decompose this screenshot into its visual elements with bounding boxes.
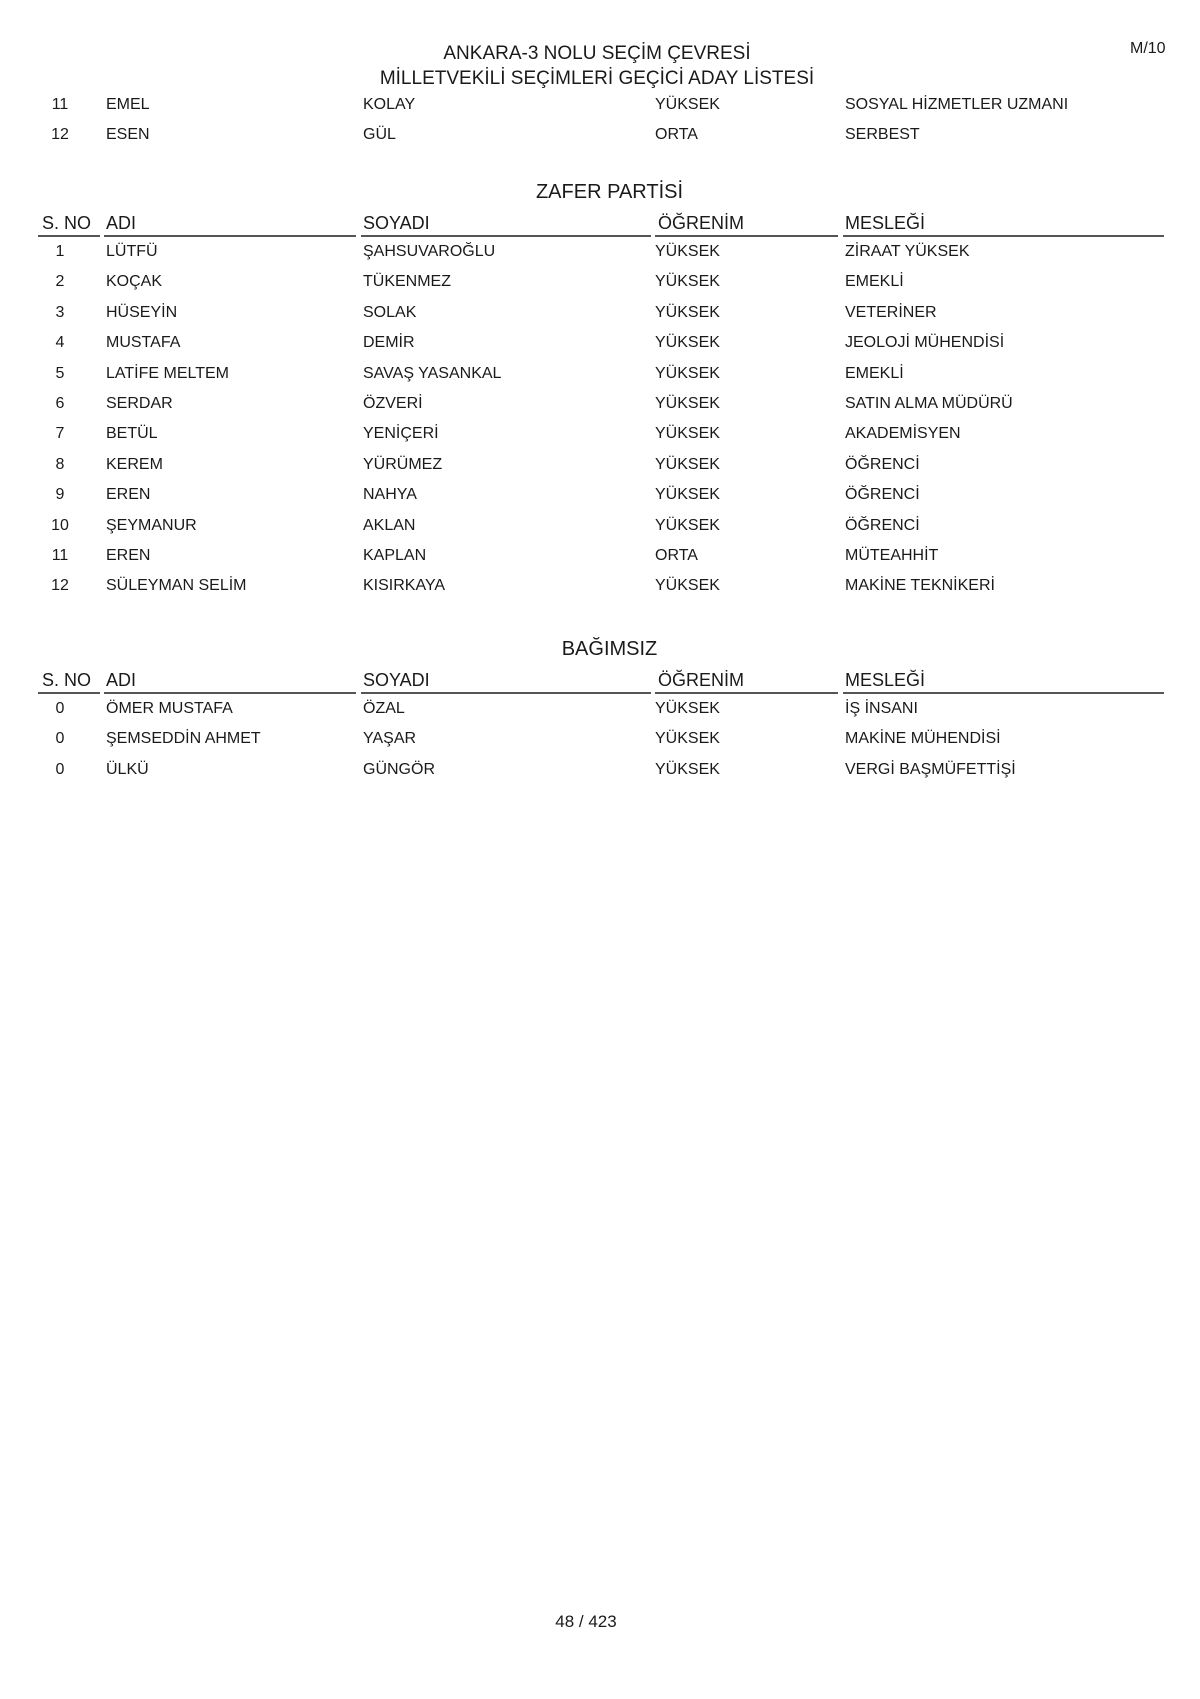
cell-ogrenim: YÜKSEK xyxy=(655,243,720,260)
cell-no: 6 xyxy=(55,394,65,412)
cell-adi: ÜLKÜ xyxy=(106,760,149,778)
cell-meslegi: İŞ İNSANI xyxy=(845,700,918,717)
header-soyadi: SOYADI xyxy=(363,670,430,690)
table-row xyxy=(38,120,1164,150)
cell-ogrenim: YÜKSEK xyxy=(655,700,720,717)
table-row xyxy=(38,755,1164,785)
table-row xyxy=(38,450,1164,480)
continued-table xyxy=(38,90,1164,151)
table-row xyxy=(38,480,1164,510)
title-line-1: ANKARA-3 NOLU SEÇİM ÇEVRESİ xyxy=(443,43,751,64)
cell-meslegi: JEOLOJİ MÜHENDİSİ xyxy=(845,334,1005,352)
cell-soyadi: ÖZAL xyxy=(363,700,405,717)
cell-adi: EREN xyxy=(106,546,151,564)
cell-meslegi: SERBEST xyxy=(845,126,920,144)
cell-adi: ÖMER MUSTAFA xyxy=(106,700,233,717)
cell-ogrenim: ORTA xyxy=(655,126,698,144)
cell-soyadi: DEMİR xyxy=(363,334,415,352)
table-row xyxy=(38,298,1164,328)
cell-no: 11 xyxy=(51,96,69,113)
cell-soyadi: ÖZVERİ xyxy=(363,394,423,412)
table-row xyxy=(38,724,1164,754)
table-row xyxy=(38,90,1164,120)
cell-soyadi: GÜL xyxy=(363,126,396,144)
cell-adi: KOÇAK xyxy=(106,273,163,291)
table-body xyxy=(38,237,1164,602)
title-line-2: MİLLETVEKİLİ SEÇİMLERİ GEÇİCİ ADAY LİSTESİ xyxy=(379,68,815,89)
cell-no: 2 xyxy=(55,273,65,291)
table-header xyxy=(38,207,1164,237)
cell-meslegi: ÖĞRENCİ xyxy=(845,516,920,534)
cell-meslegi: MÜTEAHHİT xyxy=(845,546,939,564)
cell-no: 9 xyxy=(55,486,65,504)
cell-meslegi: SOSYAL HİZMETLER UZMANI xyxy=(845,96,1069,113)
header-no: S. NO xyxy=(42,213,92,233)
cell-adi: SÜLEYMAN SELİM xyxy=(106,577,247,595)
page-title xyxy=(0,41,1200,91)
cell-adi: MUSTAFA xyxy=(106,334,181,352)
section-bagimsiz xyxy=(38,634,1164,785)
table-body xyxy=(38,694,1164,785)
header-meslegi: MESLEĞİ xyxy=(845,670,926,690)
cell-soyadi: SAVAŞ YASANKAL xyxy=(363,364,502,382)
table-row xyxy=(38,328,1164,358)
cell-soyadi: TÜKENMEZ xyxy=(363,273,451,291)
cell-no: 3 xyxy=(55,303,65,321)
cell-ogrenim: YÜKSEK xyxy=(655,425,720,443)
table-row xyxy=(38,389,1164,419)
header-ogrenim: ÖĞRENİM xyxy=(658,213,745,233)
cell-soyadi: KOLAY xyxy=(363,96,416,113)
party-title: BAĞIMSIZ xyxy=(561,638,658,660)
cell-soyadi: ŞAHSUVAROĞLU xyxy=(363,243,496,260)
table-row xyxy=(38,541,1164,571)
cell-ogrenim: YÜKSEK xyxy=(655,730,720,748)
cell-adi: ŞEYMANUR xyxy=(106,516,197,534)
cell-ogrenim: YÜKSEK xyxy=(655,516,720,534)
cell-soyadi: YÜRÜMEZ xyxy=(363,455,443,473)
cell-meslegi: VETERİNER xyxy=(845,303,937,321)
cell-ogrenim: YÜKSEK xyxy=(655,364,720,382)
cell-no: 1 xyxy=(55,243,65,260)
cell-adi: ŞEMSEDDİN AHMET xyxy=(106,730,261,748)
cell-soyadi: YAŞAR xyxy=(363,730,417,748)
cell-soyadi: AKLAN xyxy=(363,516,416,534)
cell-ogrenim: YÜKSEK xyxy=(655,96,720,113)
page-code: M/10 xyxy=(1130,40,1166,57)
cell-soyadi: YENİÇERİ xyxy=(363,425,439,443)
cell-no: 5 xyxy=(55,364,65,382)
cell-meslegi: ÖĞRENCİ xyxy=(845,486,920,504)
cell-no: 0 xyxy=(55,730,65,748)
header-soyadi: SOYADI xyxy=(363,213,430,233)
cell-meslegi: EMEKLİ xyxy=(845,273,904,291)
cell-no: 0 xyxy=(55,700,65,717)
table-row xyxy=(38,694,1164,724)
cell-meslegi: MAKİNE TEKNİKERİ xyxy=(845,577,995,595)
cell-meslegi: ÖĞRENCİ xyxy=(845,455,920,473)
table-row xyxy=(38,419,1164,449)
cell-no: 7 xyxy=(55,425,65,443)
cell-meslegi: EMEKLİ xyxy=(845,364,904,382)
header-adi: ADI xyxy=(106,213,137,233)
cell-ogrenim: YÜKSEK xyxy=(655,760,720,778)
cell-ogrenim: YÜKSEK xyxy=(655,303,720,321)
cell-no: 11 xyxy=(51,546,69,564)
cell-adi: BETÜL xyxy=(106,425,158,443)
cell-adi: LATİFE MELTEM xyxy=(106,364,229,382)
table-row xyxy=(38,237,1164,267)
header-ogrenim: ÖĞRENİM xyxy=(658,670,745,690)
cell-adi: EMEL xyxy=(106,96,150,113)
cell-soyadi: GÜNGÖR xyxy=(363,760,435,778)
cell-adi: KEREM xyxy=(106,455,163,473)
cell-adi: HÜSEYİN xyxy=(106,303,178,321)
cell-no: 4 xyxy=(55,334,65,352)
cell-soyadi: KAPLAN xyxy=(363,546,427,564)
cell-ogrenim: YÜKSEK xyxy=(655,577,720,595)
cell-adi: ESEN xyxy=(106,126,150,144)
cell-soyadi: SOLAK xyxy=(363,303,417,321)
cell-meslegi: ZİRAAT YÜKSEK xyxy=(845,243,970,260)
cell-no: 0 xyxy=(55,760,65,778)
cell-adi: EREN xyxy=(106,486,151,504)
section-zafer-partisi xyxy=(38,177,1164,602)
cell-ogrenim: ORTA xyxy=(655,546,698,564)
cell-ogrenim: YÜKSEK xyxy=(655,334,720,352)
table-row xyxy=(38,571,1164,601)
cell-no: 12 xyxy=(51,577,69,595)
party-title: ZAFER PARTİSİ xyxy=(535,181,684,203)
cell-ogrenim: YÜKSEK xyxy=(655,455,720,473)
table-row xyxy=(38,267,1164,297)
table-row xyxy=(38,359,1164,389)
cell-ogrenim: YÜKSEK xyxy=(655,394,720,412)
cell-ogrenim: YÜKSEK xyxy=(655,273,720,291)
cell-no: 10 xyxy=(51,516,69,534)
cell-meslegi: AKADEMİSYEN xyxy=(845,425,961,443)
table-header xyxy=(38,664,1164,694)
cell-ogrenim: YÜKSEK xyxy=(655,486,720,504)
cell-soyadi: NAHYA xyxy=(363,486,417,504)
header-adi: ADI xyxy=(106,670,137,690)
cell-meslegi: MAKİNE MÜHENDİSİ xyxy=(845,730,1001,748)
cell-soyadi: KISIRKAYA xyxy=(363,577,446,595)
header-meslegi: MESLEĞİ xyxy=(845,213,926,233)
cell-meslegi: SATIN ALMA MÜDÜRÜ xyxy=(845,394,1013,412)
table-row xyxy=(38,511,1164,541)
header-no: S. NO xyxy=(42,670,92,690)
cell-adi: SERDAR xyxy=(106,394,173,412)
cell-no: 12 xyxy=(51,126,69,144)
cell-no: 8 xyxy=(55,455,65,473)
page-number: 48 / 423 xyxy=(555,1612,617,1631)
cell-adi: LÜTFÜ xyxy=(106,243,158,260)
cell-meslegi: VERGİ BAŞMÜFETTİŞİ xyxy=(845,760,1016,778)
